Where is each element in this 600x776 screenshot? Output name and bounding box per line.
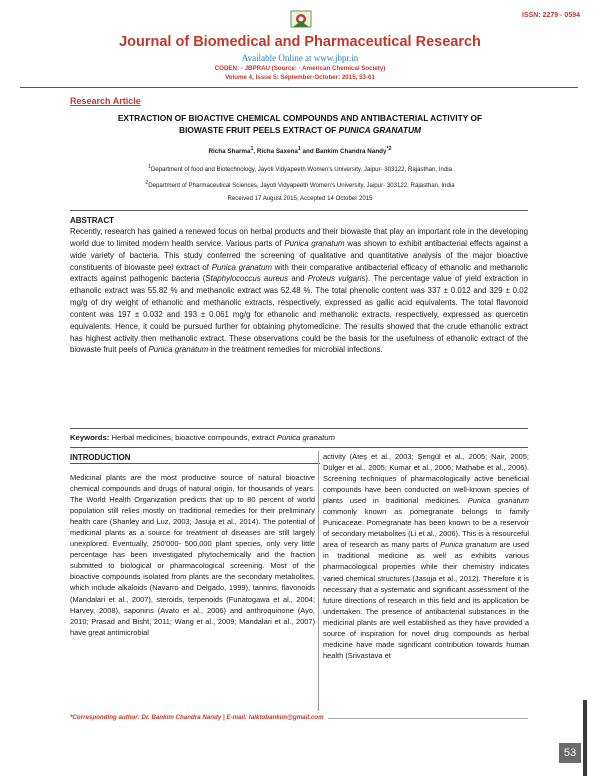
received-dates: Received 17 August 2015; Accepted 14 October 2015 [227,195,373,202]
abstract-text: was shown to exhibit antibacterial effects against a wide variety of bacteria. This study conferred the screening of qualitative and quantitative analysis of the major bioactive constituents of biowaste peel extract of [70,238,529,272]
title-species: PUNICA GRANATUM [338,125,421,135]
abstract-text: ). The percentage value of yield extraction in ethanolic extract was 55.82 % and methanolic extract was 52.48 %. The total phenolic content was 337 ± 0.012 and 329 ± 0.02 mg/g of dry weight of ethanolic and methanolic extracts, respectively, expressed as gallic acid equivalents. The total flavonoid content was 197 ± 0.032 and 193 ± 0.061 mg/g for ethanolic and methanolic extracts, respectively, expressed as quercetin equivalents. Hence, it could be pursued further for obtaining phytomedicine. The results showed that the crude ethanolic extract has highest activity then methanolic extract. These observations could be the basis for the usefulness of ethanolic extract of the biowaste fruit peels of [70,274,528,355]
abstract-italic: Punica granatum [211,262,272,272]
author-name: Richa Saxena [256,148,298,156]
intro-text: activity (Ateş et al., 2003; Şengül et al., 2005; Nair, 2005; Dülger et al., 2005; Kumar et al., 2006; Mathabe et al., 2006). Screening techniques of pharmacologically active beneficial compounds have been conducted on well-known species of plants used in traditional medicines. [323,452,529,506]
keywords [70,433,528,442]
aff-sup: 2 [145,180,149,186]
page-number: 53 [559,743,581,763]
keywords-label: Keywords: [70,433,110,442]
abstract-text: with their comparative antibacterial efficacy of ethanolic and methanolic extracts against pathogenic bacteria ( [70,262,528,284]
intro-italic: Punica granatum [440,540,497,550]
author-sup: 1 [297,146,301,152]
abstract-top-rule [70,210,528,211]
paper-title [70,112,530,136]
title-line-1: EXTRACTION OF BIOACTIVE CHEMICAL COMPOUNDS AND ANTIBACTERIAL ACTIVITY OF [117,113,483,123]
intro-italic: Punica granatum [467,496,529,506]
title-line-2: BIOWASTE FRUIT PEELS EXTRACT OF [179,125,339,135]
keywords-top-rule [70,428,528,429]
coden-line: CODEN: - JBPRAU (Source: - American Chemical Society) [214,65,386,72]
intro-text: are used in traditional medicine as well as exhibits various pharmacological properties while their chemistry indicates varied chemical structures (Jasuja et al., 2012). Therefore it is necessary that a systematic and significant assessment of the future directions of research in this field and its application be undertaken. The presence of antibacterial substances in the medicinal plants are well established as they have provided a source of inspiration for novel drug compounds as herbal medicine have made significant contribution towards human health (Srivastava et [323,540,529,660]
author-and: and [300,148,316,156]
column-divider [318,451,319,711]
abstract-body [70,226,528,356]
keywords-text: Herbal medicines, bioactive compounds, extract [109,433,277,442]
abstract-italic: Staphylococcus aureus [205,274,289,284]
aff-sup: 1 [147,164,151,170]
abstract-italic: Punica granatum [284,238,345,248]
aff-text: Department of food and Biotechnology, Jayoti Vidyapeeth Women's University, Jaipur- 303122, Rajasthan, India [150,166,452,174]
journal-logo-icon [290,8,312,30]
abstract-italic: Punica granatum [148,345,209,355]
affiliation-2 [70,180,530,189]
abstract-italic: Proteus vulgaris [307,274,366,284]
author-sup: *2 [386,146,392,152]
abstract-heading: ABSTRACT [70,216,114,225]
volume-line: Volume 4, Issue 5: September-October: 2015, 53-61 [225,74,375,81]
intro-text: commonly known as pomegranate belongs to family Punicaceae. Pomegranate has been known to be a reservoir of secondary metabolites (Li et al., 2006). This is a resourceful area of research as many parts of [323,507,529,550]
page-edge-bar [583,700,587,776]
issn-label: ISSN: 2279 - 0594 [522,12,580,19]
header-divider [20,87,578,88]
author-name: Bankim Chandra Nandy [315,148,387,156]
affiliation-1 [70,164,530,173]
corresponding-author: *Corresponding author: Dr. Bankim Chandra Nandy | E-mail: talktobankim@gmail.com [70,714,328,721]
intro-left-column: Medicinal plants are the most productive source of natural bioactive chemical compounds and drugs of natural origin, for thousands of years. The World Health Organization predicts that up to 80 percent of world population still relies mostly on traditional remedies for their preliminary health care (Shanley and Luz, 2003; Jasuja et al., 2014). The potential of medicinal plants as a source for treatment of diseases are still largely unexplored. Eventually, 250'000- 500,000 plant species, only very little percentage has been investigated phytochemically and the fraction submitted to biological or pharmacological screening. Most of the bioactive compounds isolated from plants are the secondary metabolites, which include alkaloids (Navarro and Delgado, 1999), tannins, flavonoids (Mandalari et al., 2007), steroids, terpenoids (Funatogawa et al., 2004; Harvey, 2008), saponins (Avato et al., 2006) and anthroquinone (Ayo, 2010; Prasad and Bisht, 2011; Wang et al., 2009; Mandalari et al., 2007) have great antimicrobial [70,473,315,637]
abstract-text: in the treatment remedies for microbial infections. [208,345,383,355]
keywords-bottom-rule [70,447,528,448]
available-online-link[interactable]: Available Online at www.jbpr.in [241,53,359,63]
intro-right-column [323,451,529,661]
abstract-text: Recently, research has gained a renewed focus on herbal products and their biowaste that play an important role in the developing world due to limited modern health service. Various parts of [70,227,528,248]
author-name: Richa Sharma [208,148,251,156]
keywords-italic: Punica granatum [276,433,335,442]
author-sup: 1 [250,146,254,152]
journal-title: Journal of Biomedical and Pharmaceutical Research [119,34,481,50]
author-list: Richa Sharma$^1$, Richa Saxena$^1$ and Bankim Chandra Nandy$^{*2}$ [208,146,392,156]
aff-text: Department of Pharmaceutical Sciences, Jayoti Vidyapeeth Women's University, Jaipur- 303122, Rajasthan, India [148,182,455,190]
intro-heading: INTRODUCTION [70,453,131,462]
article-type: Research Article [70,96,141,106]
abstract-text: and [288,274,308,284]
